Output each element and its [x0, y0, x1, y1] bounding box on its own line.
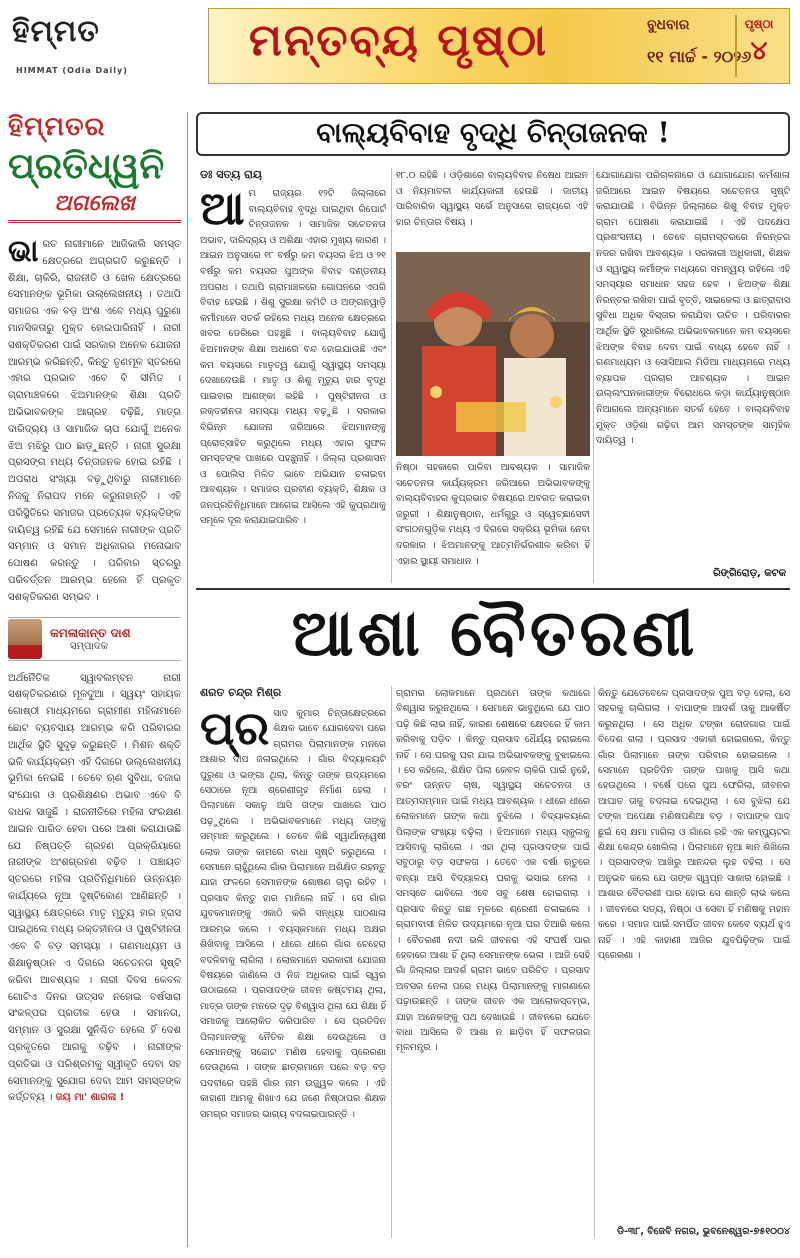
- article2-author-address: ଡି-୩୮, ବିଜେବି ନଗର, ଭୁବନେଶ୍ୱର-୭୫୧୦୦୪: [616, 1226, 790, 1237]
- article1-column-1: [200, 186, 386, 586]
- article1-text-2b: ନିଷ୍ଠା ସହକାରେ ପାଳିବା ଆବଶ୍ୟକ । ସାମାଜିକ ସଚେତନତା କାର୍ଯ୍ୟକ୍ରମ ଜରିଆରେ ଅଭିଭାବକଙ୍କୁ ବାଲ୍ୟବିବାହର କୁପ୍ରଭାବ ବିଷୟରେ ଅବଗତ କରାଇବା ଜରୁରୀ । ଶିକ୍ଷାନୁଷ୍ଠାନ, ଧର୍ମଗୁରୁ ଓ ସ୍ୱେଚ୍ଛାସେବୀ ସଂଗଠନଗୁଡ଼ିକ ମଧ୍ୟ ଏ ଦିଗରେ ସକ୍ରିୟ ଭୂମିକା ନେବା ଦରକାର । ଝିଅମାନଙ୍କୁ ଆତ୍ମନିର୍ଭରଶୀଳ କରିବା ହିଁ ଏହାର ସ୍ଥାୟୀ ସମାଧାନ ।: [396, 462, 590, 567]
- article2-column-3: [598, 686, 790, 1218]
- issue-date: ୧୧ ମାର୍ଚ୍ଚ - ୨୦୨୬: [647, 47, 752, 66]
- page-number-box: [735, 15, 781, 77]
- editorial-tagline: ଜୟ ମା' ଶାରଳା !: [55, 1092, 125, 1104]
- author-name: କମଳାକାନ୍ତ ଦାଶ: [50, 625, 131, 640]
- page-label: ପୃଷ୍ଠା: [744, 17, 774, 31]
- page-banner: [208, 8, 790, 84]
- column-divider: [391, 168, 392, 583]
- newspaper-logo[interactable]: [8, 6, 138, 86]
- article1-dropcap: ଆ: [200, 186, 245, 235]
- editorial-column: [8, 112, 188, 1247]
- article2-text-1: ସାଦ କୁମାର ଚିନ୍ତାକ୍ଷେତ୍ରରେ ଶିକ୍ଷକ ଭାବେ ଯୋଗଦେବା ପରେ ଗ୍ରାମର ପିଲାମାନଙ୍କ ମନରେ ଆଶାର ଦୀପ ଜଳାଇଥିଲେ । ଗାଁର ବିଦ୍ୟାଳୟଟି ପୁରୁଣା ଓ ଭଙ୍ଗା ଥିଲା, କିନ୍ତୁ ତାଙ୍କ ଉଦ୍ୟମରେ ସେଠାରେ ନୂଆ ଶ୍ରେଣୀଗୃହ ନିର୍ମାଣ ହେଲା । ପିଲାମାନେ ସକାଳୁ ଆସି ତାଙ୍କ ପାଖରେ ପାଠ ପଢ଼ୁଥିଲେ । ଅଭିଭାବକମାନେ ମଧ୍ୟ ତାଙ୍କୁ ସମ୍ମାନ କରୁଥିଲେ । ତେବେ କିଛି ସ୍ୱାର୍ଥାନ୍ୱେଷୀ ଲୋକ ତାଙ୍କ କାମରେ ବାଧା ସୃଷ୍ଟି କରୁଥିଲେ । ସେମାନେ ଚାହୁଁଥିଲେ ଗାଁର ପିଲାମାନେ ଅଶିକ୍ଷିତ ରହନ୍ତୁ ଯାହା ଫଳରେ ସେମାନଙ୍କ ଶୋଷଣ ଚାଲୁ ରହିବ । ପ୍ରସାଦ କିନ୍ତୁ ହାର ମାନିଲେ ନାହିଁ । ସେ ଗାଁର ଯୁବକମାନଙ୍କୁ ଏକାଠି କରି ସନ୍ଧ୍ୟା ପାଠଶାଳା ଆରମ୍ଭ କଲେ । ବୟସ୍କମାନେ ମଧ୍ୟ ଅକ୍ଷର ଶିଖିବାକୁ ଆସିଲେ । ଧୀରେ ଧୀରେ ଗାଁର ଚେହେରା ବଦଳିବାକୁ ଲାଗିଲା । ଲୋକମାନେ ସରକାରୀ ଯୋଜନା ବିଷୟରେ ଜାଣିଲେ ଓ ନିଜ ଅଧିକାର ପାଇଁ ସ୍ୱର ଉଠାଇଲେ । ପ୍ରସାଦଙ୍କ ଜୀବନ କଷ୍ଟମୟ ଥିଲା, ମାତ୍ର ତାଙ୍କ ମନରେ ଦୃଢ଼ ବିଶ୍ୱାସ ଥିଲା ଯେ ଶିକ୍ଷା ହିଁ ସମାଜକୁ ଆଲୋକିତ କରିପାରିବ । ସେ ପ୍ରତିଦିନ ପିଲାମାନଙ୍କୁ ନୈତିକ ଶିକ୍ଷା ଦେଉଥିଲେ ଓ ସେମାନଙ୍କୁ ସଚ୍ଚୋଟ ମଣିଷ ହେବାକୁ ପ୍ରେରଣା ଦେଉଥିଲେ । ତାଙ୍କ ଛାତ୍ରମାନେ ପରେ ବଡ଼ ବଡ଼ ପଦବୀରେ ପହଞ୍ଚି ଗାଁର ନାମ ଉଜ୍ଜ୍ୱଳ କଲେ । ଏହି କାହାଣୀ ଆମକୁ ଶିଖାଏ ଯେ ଜଣେ ନିଷ୍ଠାପର ଶିକ୍ଷକ ସମଗ୍ର ସମାଜର ଭାଗ୍ୟ ବଦଳାଇପାରନ୍ତି ।: [200, 708, 386, 1120]
- editorial-paragraph-1: ରତ ନାରୀମାନେ ଆଜିକାଲି ସମସ୍ତ କ୍ଷେତ୍ରରେ ଅଗ୍ରଗତି କରୁଛନ୍ତି । ଶିକ୍ଷା, ଚାକିରି, ରାଜନୀତି ଓ ଖେଳ କ୍ଷେତ୍ରରେ ସେମାନଙ୍କ ଭୂମିକା ଉଲ୍ଲେଖନୀୟ । ତଥାପି ସମାଜର ଏକ ବଡ଼ ଅଂଶ ଏବେ ମଧ୍ୟ ପୁରୁଣା ମାନସିକତାରୁ ମୁକ୍ତ ହୋଇପାରିନାହିଁ । ନାରୀ ସଶକ୍ତିକରଣ ପାଇଁ ସରକାର ଅନେକ ଯୋଜନା ଆରମ୍ଭ କରିଛନ୍ତି, କିନ୍ତୁ ତୃଣମୂଳ ସ୍ତରରେ ଏହାର ପ୍ରଭାବ ଏବେ ବି ସୀମିତ । ଗ୍ରାମାଞ୍ଚଳରେ ଝିଅମାନଙ୍କ ଶିକ୍ଷା ପ୍ରତି ଅଭିଭାବକଙ୍କ ଆଗ୍ରହ ବଢ଼ିଛି, ମାତ୍ର ଦାରିଦ୍ର୍ୟ ଓ ସାମାଜିକ ଚାପ ଯୋଗୁଁ ଅନେକ ଝିଅ ମଝିରୁ ପାଠ ଛାଡ଼ୁଛନ୍ତି । ନାରୀ ସୁରକ୍ଷା ପ୍ରସଙ୍ଗ ମଧ୍ୟ ଚିନ୍ତାଜନକ ହୋଇ ରହିଛି । ଅପରାଧ ସଂଖ୍ୟା ବଢ଼ୁଥିବାରୁ ନାରୀମାନେ ନିଜକୁ ନିରାପଦ ମନେ କରୁନାହାନ୍ତି । ଏହି ପରିସ୍ଥିତିରେ ସମାଜର ପ୍ରତ୍ୟେକ ବ୍ୟକ୍ତିଙ୍କ ଦାୟିତ୍ୱ ରହିଛି ଯେ ସେମାନେ ନାରୀଙ୍କ ପ୍ରତି ସମ୍ମାନ ଓ ସମାନ ଅଧିକାରର ମନୋଭାବ ପୋଷଣ କରନ୍ତୁ । ପରିବାର ସ୍ତରରୁ ପରିବର୍ତ୍ତନ ଆରମ୍ଭ ହେଲେ ହିଁ ପ୍ରକୃତ ସଶକ୍ତିକରଣ ସମ୍ଭବ ।: [8, 239, 181, 603]
- article1-signoff: ରିଙ୍ଗିରୋଡ଼, କଟକ: [713, 568, 786, 579]
- article1-text-2: ୧୮.୦ ରହିଛି । ଓଡ଼ିଶାରେ ବାଲ୍ୟବିବାହ ନିଷେଧ ଆଇନ ଓ ନିୟମାବଳୀ କାର୍ଯ୍ୟକାରୀ ହେଉଛି । ଜାତୀୟ ପାରିବାରିକ ସ୍ୱାସ୍ଥ୍ୟ ସର୍ଭେ ଅନୁସାରେ ରାଜ୍ୟରେ ଏହି ହାର ଚିନ୍ତାର ବିଷୟ ।: [396, 170, 588, 228]
- wedding-photo-illustration: [396, 252, 590, 456]
- article2-column-2: [396, 686, 590, 1238]
- issue-day: ବୁଧବାର: [647, 17, 690, 33]
- column-name: ପ୍ରତିଧ୍ୱନି: [8, 145, 165, 187]
- author-card: [8, 617, 181, 661]
- column-divider: [594, 686, 595, 1238]
- column-brand: ହିମ୍ମତର: [8, 112, 106, 142]
- article1-headline[interactable]: ବାଲ୍ୟବିବାହ ବୃଦ୍ଧି ଚିନ୍ତାଜନକ !: [196, 112, 790, 156]
- column-heading: [8, 112, 181, 223]
- author-role: ସମ୍ପାଦକ: [70, 640, 109, 652]
- section-divider: [196, 588, 790, 590]
- article1-text-1: ମ ରାଜ୍ୟର ୧୨ଟି ଜିଲ୍ଲାରେ ବାଲ୍ୟବିବାହ ବୃଦ୍ଧି ପାଇଥିବା ରିପୋର୍ଟ ଚିନ୍ତାଜନକ । ସାମାଜିକ ସଚେତନତା ଅଭାବ, ଦାରିଦ୍ର୍ୟ ଓ ଅଶିକ୍ଷା ଏହାର ମୁଖ୍ୟ କାରଣ । ଆଇନ ଅନୁସାରେ ୧୮ ବର୍ଷରୁ କମ ବୟସର ଝିଅ ଓ ୨୧ ବର୍ଷରୁ କମ ବୟସର ପୁଅଙ୍କ ବିବାହ ଦଣ୍ଡନୀୟ ଅପରାଧ । ତଥାପି ଗ୍ରାମାଞ୍ଚଳରେ ଗୋପନରେ ଏପରି ବିବାହ ହେଉଛି । ଶିଶୁ ସୁରକ୍ଷା କମିଟି ଓ ଅଙ୍ଗନୱାଡ଼ି କର୍ମୀମାନେ ସତର୍କ ରହିଲେ ମଧ୍ୟ ଅନେକ କ୍ଷେତ୍ରରେ ଖବର ଡେରିରେ ପହଞ୍ଚୁଛି । ବାଲ୍ୟବିବାହ ଯୋଗୁଁ ଝିଅମାନଙ୍କ ଶିକ୍ଷା ଅଧାରେ ବନ୍ଦ ହୋଇଯାଉଛି ଏବଂ କମ ବୟସରେ ମାତୃତ୍ୱ ଯୋଗୁଁ ସ୍ୱାସ୍ଥ୍ୟ ସମସ୍ୟା ଦେଖାଦେଉଛି । ମାତୃ ଓ ଶିଶୁ ମୃତ୍ୟୁ ହାର ବୃଦ୍ଧି ପାଇବାର ଆଶଙ୍କା ରହିଛି । ପୁଷ୍ଟିହୀନତା ଓ ରକ୍ତହୀନତା ସମସ୍ୟା ମଧ୍ୟ ବଢ଼ୁଛି । ସରକାର ବିଭିନ୍ନ ଯୋଜନା ଜରିଆରେ ଝିଅମାନଙ୍କୁ ପ୍ରୋତ୍ସାହିତ କରୁଥିଲେ ମଧ୍ୟ ଏହାର ସୁଫଳ ସମସ୍ତଙ୍କ ପାଖରେ ପହଞ୍ଚୁନାହିଁ । ଜିଲ୍ଲା ପ୍ରଶାସନ ଓ ପୋଲିସ ମିଳିତ ଭାବେ ଅଭିଯାନ ଚଳାଇବା ଆବଶ୍ୟକ । ସମାଜର ପ୍ରବୀଣ ବ୍ୟକ୍ତି, ଶିକ୍ଷକ ଓ ଜନପ୍ରତିନିଧିମାନେ ଆଗେଇ ଆସିଲେ ଏହି କୁପ୍ରଥାକୁ ସମୂଳେ ଦୂର କରାଯାଇପାରିବ ।: [200, 188, 386, 527]
- logo-text: ହିମ୍ମତ: [12, 14, 100, 49]
- column-subtitle: ଅଗଲେଖ: [8, 190, 181, 223]
- article1-text-3: ଯୋଗାଯୋଗ ପରିଚାଳନାରେ ଓ ଯୋଗାଯୋଗ କର୍ମଶାଳା ଜରିଆରେ ଆଇନ ବିଷୟରେ ସଚେତନତା ସୃଷ୍ଟି କରାଯାଉଛି । ବିଭିନ୍ନ ଜିଲ୍ଲାରେ ଶିଶୁ ବିବାହ ମୁକ୍ତ ଗ୍ରାମ ଘୋଷଣା କରାଯାଇଛି । ଏହି ପଦକ୍ଷେପ ପ୍ରଶଂସନୀୟ । ତେବେ ଗ୍ରାମସ୍ତରରେ ନିରନ୍ତର ନଜର ରଖିବା ଆବଶ୍ୟକ । ସରକାରୀ ଅଧିକାରୀ, ଶିକ୍ଷକ ଓ ସ୍ୱାସ୍ଥ୍ୟ କର୍ମୀଙ୍କ ମଧ୍ୟରେ ସମନ୍ୱୟ ରହିଲେ ଏହି ସମସ୍ୟାର ସମାଧାନ ସହଜ ହେବ । ଝିଅଙ୍କ ଶିକ୍ଷା ନିରନ୍ତର ରଖିବା ପାଇଁ ବୃତ୍ତି, ସାଇକେଲ ଓ ଛାତ୍ରାବାସ ସୁବିଧା ଅଧିକ ବିସ୍ତାର କରାଯିବା ଉଚିତ । ପରିବାରର ଆର୍ଥିକ ସ୍ଥିତି ସୁଧାରିଲେ ଅଭିଭାବକମାନେ କମ ବୟସରେ ଝିଅଙ୍କ ବିବାହ ଦେବା ପାଇଁ ବାଧ୍ୟ ହେବେ ନାହିଁ । ଗଣମାଧ୍ୟମ ଓ ସୋସିଆଲ ମିଡିଆ ମାଧ୍ୟମରେ ମଧ୍ୟ ବ୍ୟାପକ ପ୍ରଚାର ଆବଶ୍ୟକ । ଆଇନ ଉଲ୍ଲଂଘନକାରୀଙ୍କ ବିରୋଧରେ କଡ଼ା କାର୍ଯ୍ୟାନୁଷ୍ଠାନ ନିଆଗଲେ ଅନ୍ୟମାନେ ସତର୍କ ହେବେ । ବାଲ୍ୟବିବାହ ମୁକ୍ତ ଓଡ଼ିଶା ଗଢ଼ିବା ଆମ ସମସ୍ତଙ୍କ ସାମୂହିକ ଦାୟିତ୍ୱ ।: [596, 170, 790, 447]
- editorial-text: [8, 234, 181, 1107]
- page-title: ମନ୍ତବ୍ୟ ପୃଷ୍ଠା: [249, 15, 548, 66]
- article2-headline[interactable]: ଆଶା ବୈତରଣୀ: [291, 596, 699, 671]
- column-brand-suffix: ର: [84, 112, 106, 142]
- article1-byline: ଡଃ ସତ୍ୟ ରାୟ: [200, 168, 262, 181]
- article2-text-3: କିନ୍ତୁ ଯେତେବେଳେ ପ୍ରସାଦଙ୍କ ପୁଅ ବଡ଼ ହେଲା, ସେ ସହରକୁ ଚାଲିଗଲା । ବାପାଙ୍କ ଆଦର୍ଶ ତାକୁ ଆକର୍ଷିତ କରୁନଥିଲା । ସେ ଅଧିକ ଟଙ୍କା ରୋଜଗାର ପାଇଁ ବିଦେଶ ଗଲା । ପ୍ରସାଦ ଏକାକୀ ହୋଇଗଲେ, କିନ୍ତୁ ଗାଁର ପିଲାମାନେ ତାଙ୍କ ପରିବାର ହୋଇଗଲେ । ସେମାନେ ପ୍ରତିଦିନ ତାଙ୍କ ପାଖକୁ ଆସି କଥା ହେଉଥିଲେ । ବର୍ଷେ ପରେ ପୁଅ ଫେରିଲା, ଜୀବନର ଆଘାତ ତାକୁ ବଦଳାଇ ଦେଇଥିଲା । ସେ ବୁଝିଲା ଯେ ଟଙ୍କା ଅପେକ୍ଷା ମଣିଷପଣିଆ ବଡ଼ । ବାପାଙ୍କ ପାଦ ଛୁଇଁ ସେ କ୍ଷମା ମାଗିଲା ଓ ଗାଁରେ ରହି ଏକ କମ୍ପ୍ୟୁଟର ଶିକ୍ଷା କେନ୍ଦ୍ର ଖୋଲିଲା । ପିଲାମାନେ ନୂଆ ଜ୍ଞାନ ଶିଖିଲେ । ପ୍ରସାଦଙ୍କ ଆଖିରୁ ଆନନ୍ଦର ଲୁହ ବହିଲା । ସେ ଅନୁଭବ କଲେ ଯେ ତାଙ୍କ ସ୍ୱପ୍ନ ସାକାର ହୋଇଛି । ଆଶାର ବୈତରଣୀ ପାର ହୋଇ ସେ ଶାନ୍ତି ଲାଭ କଲେ । ଜୀବନରେ ସତ୍ୟ, ନିଷ୍ଠା ଓ ସେବା ହିଁ ମଣିଷକୁ ମହାନ କରେ । ସମାଜ ପାଇଁ ସମର୍ପିତ ଜୀବନ କେବେ ବ୍ୟର୍ଥ ହୁଏ ନାହିଁ । ଏହି କାହାଣୀ ଆଜିର ଯୁବପିଢ଼ିଙ୍କ ପାଇଁ ପ୍ରେରଣା ।: [598, 688, 790, 961]
- avatar: [8, 619, 42, 659]
- logo-subtitle: HIMMAT (Odia Daily): [16, 66, 128, 75]
- column-divider: [593, 168, 594, 583]
- article1-column-2b: [396, 460, 590, 580]
- article1-column-2: [396, 168, 588, 248]
- article2-byline: ଶରତ ଚନ୍ଦ୍ର ମିଶ୍ର: [200, 686, 282, 699]
- article1-column-3: [596, 168, 790, 568]
- page-number: ୪: [750, 36, 768, 66]
- masthead: [0, 0, 800, 88]
- article2-dropcap: ପ୍ର: [200, 706, 270, 755]
- article2-column-1: [200, 706, 386, 1238]
- article1-photo[interactable]: [396, 252, 590, 456]
- column-divider: [391, 686, 392, 1238]
- editorial-dropcap: ଭା: [8, 234, 39, 269]
- editorial-paragraph-2: ଅର୍ଥନୈତିକ ସ୍ୱାବଲମ୍ବନ ନାରୀ ସଶକ୍ତିକରଣର ମୂଳଦୁଆ । ସ୍ୱୟଂ ସହାୟକ ଗୋଷ୍ଠୀ ମାଧ୍ୟମରେ ଗ୍ରାମୀଣ ମହିଳାମାନେ ଛୋଟ ବ୍ୟବସାୟ ଆରମ୍ଭ କରି ପରିବାରର ଆର୍ଥିକ ସ୍ଥିତି ସୁଦୃଢ଼ କରୁଛନ୍ତି । ମିଶନ ଶକ୍ତି ଭଳି କାର୍ଯ୍ୟକ୍ରମ ଏହି ଦିଗରେ ଉଲ୍ଲେଖନୀୟ ଭୂମିକା ନେଇଛି । ତେବେ ଋଣ ସୁବିଧା, ବଜାର ସଂଯୋଗ ଓ ପ୍ରଶିକ୍ଷଣର ଅଭାବ ଏବେ ବି ବାଧକ ସାଜୁଛି । ରାଜନୀତିରେ ମହିଳା ସଂରକ୍ଷଣ ଆଇନ ପାରିତ ହେବା ପରେ ଆଶା କରାଯାଉଛି ଯେ ନିଷ୍ପତ୍ତି ଗ୍ରହଣ ପ୍ରକ୍ରିୟାରେ ନାରୀଙ୍କ ଅଂଶଗ୍ରହଣ ବଢ଼ିବ । ପଞ୍ଚାୟତ ସ୍ତରରେ ମହିଳା ପ୍ରତିନିଧିମାନେ ଉନ୍ନୟନ କାର୍ଯ୍ୟରେ ନୂଆ ଦୃଷ୍ଟିକୋଣ ଆଣିଛନ୍ତି । ସ୍ୱାସ୍ଥ୍ୟ କ୍ଷେତ୍ରରେ ମାତୃ ମୃତ୍ୟୁ ହାର ହ୍ରାସ ପାଇଥିଲେ ମଧ୍ୟ ରକ୍ତହୀନତା ଓ ପୁଷ୍ଟିହୀନତା ଏବେ ବି ବଡ଼ ସମସ୍ୟା । ଗଣମାଧ୍ୟମ ଓ ଶିକ୍ଷାନୁଷ୍ଠାନ ଏ ଦିଗରେ ସଚେତନତା ସୃଷ୍ଟି କରିବା ଆବଶ୍ୟକ । ନାରୀ ଦିବସ କେବଳ ଗୋଟିଏ ଦିନର ଉତ୍ସବ ନହୋଇ ବର୍ଷସାରା ସଂକଳ୍ପର ପ୍ରତୀକ ହେଉ । ସମାନତା, ସମ୍ମାନ ଓ ସୁରକ୍ଷା ସୁନିଶ୍ଚିତ ହେଲେ ହିଁ ଦେଶ ପ୍ରକୃତରେ ଆଗକୁ ବଢ଼ିବ । ନାରୀଙ୍କ ପ୍ରତିଭା ଓ ପରିଶ୍ରମକୁ ସ୍ୱୀକୃତି ଦେବା ସହ ସେମାନଙ୍କୁ ସୁଯୋଗ ଦେବା ଆମ ସମସ୍ତଙ୍କ କର୍ତ୍ତବ୍ୟ ।: [8, 672, 181, 1104]
- article2-text-2: ଗ୍ରାମର ଲୋକମାନେ ପ୍ରଥମେ ତାଙ୍କ କଥାରେ ବିଶ୍ୱାସ କରୁନଥିଲେ । ସେମାନେ ଭାବୁଥିଲେ ଯେ ପାଠ ପଢ଼ି କିଛି ଲାଭ ନାହିଁ, କାରଣ ଶେଷରେ କ୍ଷେତରେ ହିଁ କାମ କରିବାକୁ ପଡ଼ିବ । କିନ୍ତୁ ପ୍ରସାଦ ଧୈର୍ଯ୍ୟ ହରାଇଲେ ନାହିଁ । ସେ ଘରକୁ ଘର ଯାଇ ଅଭିଭାବକଙ୍କୁ ବୁଝାଇଲେ । ସେ କହିଲେ, ଶିକ୍ଷିତ ପିଲା କେବଳ ଚାକିରି ପାଇଁ ନୁହେଁ, ବରଂ ଉନ୍ନତ ଚାଷ, ସ୍ୱାସ୍ଥ୍ୟ ସଚେତନତା ଓ ଆତ୍ମସମ୍ମାନ ପାଇଁ ମଧ୍ୟ ଆବଶ୍ୟକ । ଧୀରେ ଧୀରେ ଲୋକମାନେ ତାଙ୍କ କଥା ବୁଝିଲେ । ବିଦ୍ୟାଳୟରେ ପିଲାଙ୍କ ସଂଖ୍ୟା ବଢ଼ିଲା । ଝିଅମାନେ ମଧ୍ୟ ସ୍କୁଲକୁ ଆସିବାକୁ ଲାଗିଲେ । ଏହା ଥିଲା ପ୍ରସାଦଙ୍କ ପାଇଁ ସବୁଠାରୁ ବଡ଼ ସଫଳତା । ତେବେ ଏକ ବର୍ଷା ଋତୁରେ ବନ୍ୟା ଆସି ବିଦ୍ୟାଳୟ ଘରକୁ ଭସାଇ ନେଲା । ସମସ୍ତେ ଭାବିଲେ ଏବେ ସବୁ ଶେଷ ହୋଇଗଲା । ପ୍ରସାଦ କିନ୍ତୁ ଗଛ ମୂଳରେ ଶ୍ରେଣୀ ଚଳାଇଲେ । ଗ୍ରାମବାସୀ ମିଳିତ ଉଦ୍ୟମରେ ନୂଆ ଘର ତିଆରି କଲେ । ବୈତରଣୀ ନଦୀ ଭଳି ଜୀବନର ଏହି ସଂଘର୍ଷ ପାର ହେବାରେ ଆଶା ହିଁ ଥିଲା ସେମାନଙ୍କ ଭେଳା । ଆଜି ସେହି ଗାଁ ଜିଲ୍ଲାର ଆଦର୍ଶ ଗ୍ରାମ ଭାବେ ପରିଚିତ । ପ୍ରସାଦ ଅବସର ନେଲା ପରେ ମଧ୍ୟ ପିଲାମାନଙ୍କୁ ମାଗଣାରେ ପଢ଼ାଉଛନ୍ତି । ତାଙ୍କ ଜୀବନ ଏକ ଆଲୋକସ୍ତମ୍ଭ, ଯାହା ଅନେକଙ୍କୁ ପଥ ଦେଖାଉଛି । ଜୀବନରେ ଯେତେ ବାଧା ଆସିଲେ ବି ଆଶା ନ ଛାଡ଼ିବା ହିଁ ସଫଳତାର ମୂଳମନ୍ତ୍ର ।: [396, 688, 590, 1054]
